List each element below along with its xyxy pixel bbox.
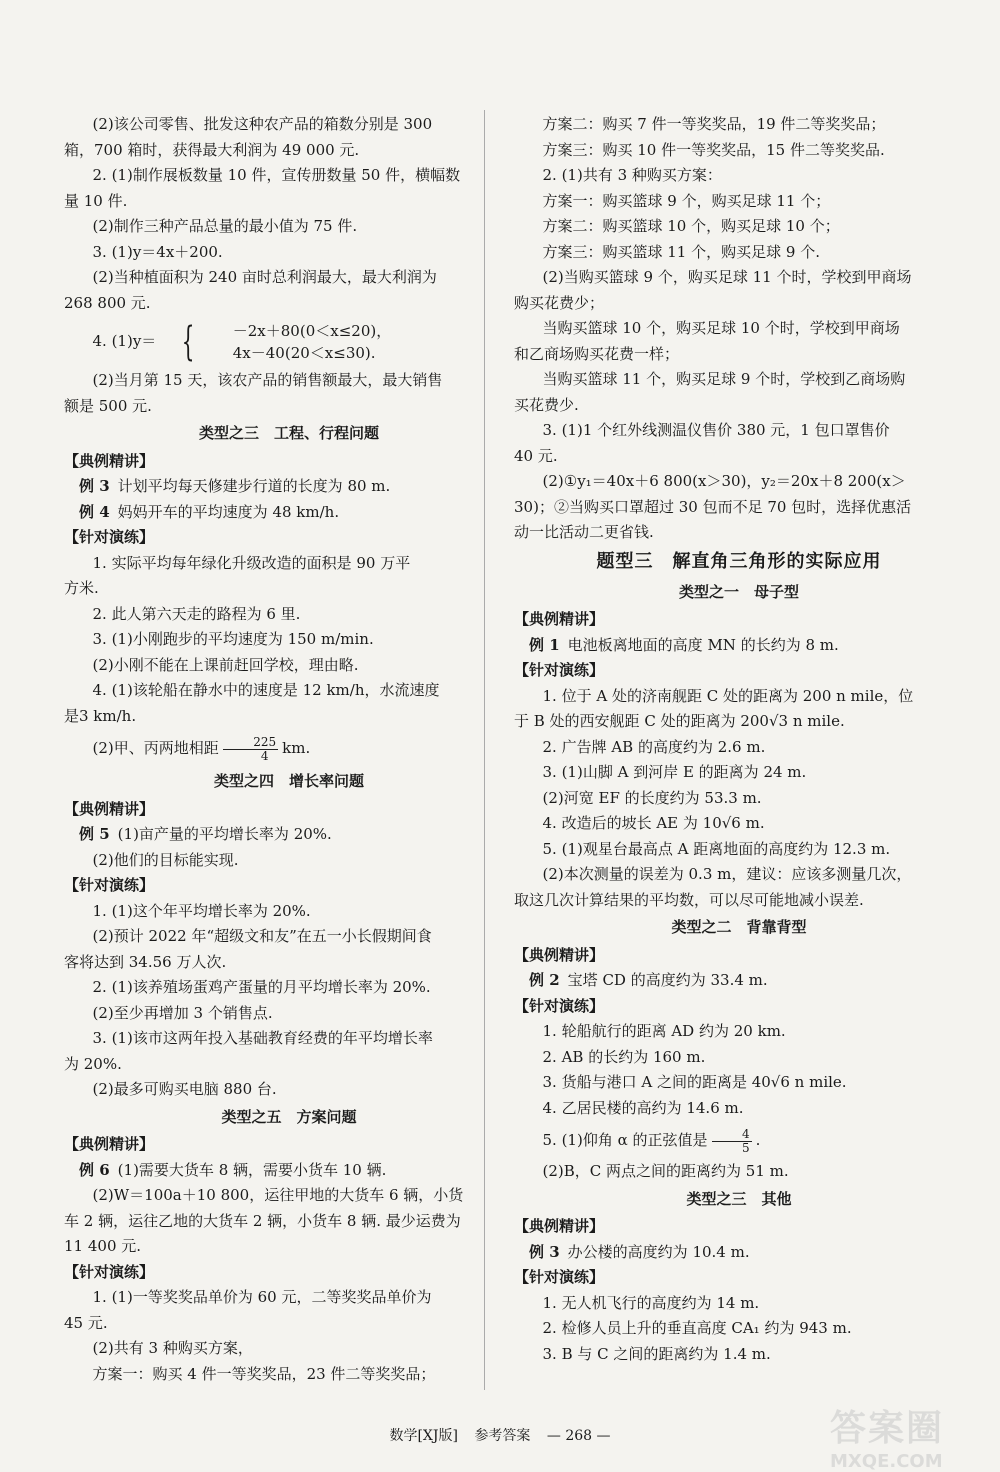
watermark-url: MXQE.COM	[830, 1451, 943, 1472]
case-row: 4x－40(20＜x≤30).	[232, 344, 376, 362]
section-tag: 【典例精讲】	[514, 945, 605, 964]
piecewise-cases	[156, 320, 391, 364]
section-tag: 【针对演练】	[64, 876, 155, 894]
section-heading: 类型之四 增长率问题	[213, 772, 364, 790]
answer-line: (2)河宽 EF 的长度约为 53.3 m.	[542, 788, 762, 807]
example-label: 例 1	[529, 635, 560, 654]
example-label: 例 3	[79, 477, 110, 495]
answer-line: 40 元.	[514, 446, 558, 465]
answer-line: (2)至少再增加 3 个销售点.	[92, 1003, 273, 1022]
watermark	[830, 1400, 990, 1472]
piecewise-function	[64, 320, 514, 364]
answer-line: (2)B，C 两点之间的距离约为 51 m.	[542, 1162, 789, 1180]
section-tag: 【典例精讲】	[64, 451, 155, 470]
answer-line: (2)预计 2022 年“超级文和友”在五一小长假期间食	[92, 927, 432, 945]
section-tag: 【典例精讲】	[514, 1217, 605, 1235]
answer-line: 30)；②当购买口罩超过 30 包而不足 70 包时，选择优惠活	[514, 497, 912, 516]
answer-line: 2. (1)该养殖场蛋鸡产蛋量的月平均增长率为 20%.	[92, 978, 431, 996]
answer-line: 车 2 辆，运往乙地的大货车 2 辆，小货车 8 辆. 最少运费为	[64, 1211, 461, 1230]
answer-line: (2)当种植面积为 240 亩时总利润最大，最大利润为	[92, 268, 437, 286]
answer-line: 方米.	[64, 579, 99, 597]
section-heading: 类型之三 工程、行程问题	[198, 424, 379, 442]
example-line	[64, 474, 514, 500]
answer-line: (2)W＝100a＋10 800，运往甲地的大货车 6 辆，小货	[92, 1186, 464, 1204]
answer-line: 当购买篮球 10 个，购买足球 10 个时，学校到甲商场	[542, 319, 900, 337]
line-prefix: 4. (1)y＝	[92, 332, 157, 350]
fraction-numerator: 4	[712, 1128, 752, 1142]
line-prefix: 5. (1)仰角 α 的正弦值是	[542, 1131, 708, 1149]
answer-line: 2. (1)制作展板数量 10 件，宣传册数量 50 件，横幅数	[92, 166, 461, 184]
left-column	[64, 112, 514, 1387]
answer-line: 取这几次计算结果的平均数，可以尽可能地减小误差.	[514, 890, 864, 909]
fraction-numerator: 225	[223, 736, 278, 750]
answer-line: 3. (1)山脚 A 到河岸 E 的距离为 24 m.	[542, 763, 807, 781]
example-label: 例 4	[79, 502, 110, 521]
fraction	[223, 736, 278, 763]
case-row: －2x＋80(0＜x≤20)，	[232, 322, 392, 340]
answer-line: 45 元.	[64, 1313, 108, 1332]
answer-line: 是3 km/h.	[64, 706, 137, 725]
example-label: 例 2	[529, 971, 560, 989]
answer-line: 方案一：购买 4 件一等奖奖品，23 件二等奖奖品；	[92, 1364, 436, 1383]
answer-line: 方案三：购买 10 件一等奖奖品，15 件二等奖奖品.	[542, 140, 885, 159]
answer-line: 2. 此人第六天走的路程为 6 里.	[92, 604, 301, 623]
answer-line: 1. 位于 A 处的济南舰距 C 处的距离为 200 n mile，位	[542, 686, 914, 705]
answer-line: 方案一：购买篮球 9 个，购买足球 11 个；	[542, 191, 831, 210]
answer-line: 2. 检修人员上升的垂直高度 CA₁ 约为 943 m.	[542, 1319, 852, 1337]
answer-line: 箱，700 箱时，获得最大利润为 49 000 元.	[64, 140, 360, 159]
example-line	[514, 1240, 964, 1266]
footer-subject: 数学[XJ版]	[389, 1428, 458, 1444]
answer-line: 2. AB 的长约为 160 m.	[542, 1047, 706, 1066]
section-heading: 类型之二 背靠背型	[671, 918, 807, 936]
fraction-denominator: 5	[742, 1140, 750, 1155]
example-line	[514, 968, 964, 994]
example-text: 妈妈开车的平均速度为 48 km/h.	[117, 502, 340, 521]
example-text: 计划平均每天修建步行道的长度为 80 m.	[117, 477, 391, 495]
section-tag: 【典例精讲】	[64, 1135, 155, 1153]
section-tag: 【针对演练】	[514, 1268, 605, 1286]
line-prefix: (2)甲、丙两地相距	[92, 739, 219, 757]
answer-line: 动一比活动二更省钱.	[514, 523, 654, 541]
answer-line: 3. (1)小刚跑步的平均速度为 150 m/min.	[92, 630, 374, 648]
section-tag: 【针对演练】	[64, 1262, 155, 1281]
distance-line	[64, 729, 514, 767]
example-line	[64, 822, 514, 848]
example-line	[64, 1158, 514, 1184]
answer-line: (2)该公司零售、批发这种农产品的箱数分别是 300	[92, 115, 433, 133]
answer-line: 11 400 元.	[64, 1237, 142, 1255]
section-heading: 类型之五 方案问题	[221, 1107, 357, 1126]
fraction	[712, 1128, 752, 1155]
answer-line: (2)当月第 15 天，该农产品的销售额最大，最大销售	[92, 371, 443, 389]
answer-line: (2)制作三种产品总量的最小值为 75 件.	[92, 217, 358, 235]
example-label: 例 5	[79, 825, 110, 843]
answer-line: 1. 实际平均每年绿化升级改造的面积是 90 万平	[92, 553, 411, 572]
answer-line: 4. 改造后的坡长 AE 为 10√6 m.	[542, 814, 765, 832]
answer-line: (2)小刚不能在上课前赶回学校，理由略.	[92, 655, 359, 674]
answer-line: (2)①y₁＝40x＋6 800(x＞30)，y₂＝20x＋8 200(x＞	[542, 472, 906, 490]
fraction-denominator: 4	[260, 748, 269, 763]
answer-line: 于 B 处的西安舰距 C 处的距离为 200√3 n mile.	[514, 712, 845, 730]
footer-section: 参考答案	[474, 1428, 531, 1444]
example-text: (1)亩产量的平均增长率为 20%.	[117, 825, 332, 843]
answer-line: 268 800 元.	[64, 293, 151, 312]
answer-line: 1. (1)这个年平均增长率为 20%.	[92, 901, 311, 920]
answer-line: 额是 500 元.	[64, 396, 152, 415]
answer-line: 4. (1)该轮船在静水中的速度是 12 km/h，水流速度	[92, 681, 440, 699]
example-text: 电池板离地面的高度 MN 的长约为 8 m.	[567, 635, 839, 654]
section-tag: 【针对演练】	[514, 996, 605, 1015]
answer-line: 3. (1)该市这两年投入基础教育经费的年平均增长率	[92, 1029, 433, 1047]
section-tag: 【典例精讲】	[64, 799, 155, 818]
answer-line: 客将达到 34.56 万人次.	[64, 952, 227, 971]
answer-line: 3. (1)y＝4x＋200.	[92, 242, 223, 261]
example-label: 例 3	[529, 1242, 560, 1261]
answer-line: 当购买篮球 11 个，购买足球 9 个时，学校到乙商场购	[542, 370, 906, 388]
section-heading: 类型之一 母子型	[678, 582, 799, 601]
answer-line: 1. (1)一等奖奖品单价为 60 元，二等奖奖品单价为	[92, 1288, 432, 1306]
example-text: 办公楼的高度约为 10.4 m.	[567, 1242, 750, 1261]
answer-line: 2. 广告牌 AB 的高度约为 2.6 m.	[542, 737, 766, 756]
answer-line: (2)最多可购买电脑 880 台.	[92, 1080, 277, 1098]
brace-icon: {	[182, 319, 195, 365]
section-tag: 【针对演练】	[514, 661, 605, 679]
answer-line: 方案二：购买篮球 10 个，购买足球 10 个；	[542, 217, 840, 235]
section-tag: 【针对演练】	[64, 528, 155, 546]
example-line	[514, 633, 964, 659]
answer-line: 1. 无人机飞行的高度约为 14 m.	[542, 1293, 760, 1312]
answer-line: 买花费少.	[514, 395, 579, 414]
example-line	[64, 500, 514, 526]
section-heading: 题型三 解直角三角形的实际应用	[596, 550, 882, 572]
answer-line: (2)共有 3 种购买方案，	[92, 1339, 253, 1357]
watermark-logo: 答案圈	[830, 1408, 945, 1449]
section-heading: 类型之三 其他	[686, 1189, 792, 1208]
footer-page-number: — 268 —	[546, 1428, 611, 1444]
example-text: 宝塔 CD 的高度约为 33.4 m.	[567, 971, 768, 989]
answer-line: 方案二：购买 7 件一等奖奖品，19 件二等奖奖品；	[542, 115, 886, 133]
answer-line: 3. (1)1 个红外线测温仪售价 380 元，1 包口罩售价	[542, 421, 890, 439]
answer-line: (2)本次测量的误差为 0.3 m，建议：应该多测量几次，	[542, 865, 912, 883]
section-tag: 【典例精讲】	[514, 610, 605, 628]
line-suffix: km.	[282, 739, 311, 757]
answer-line: (2)当购买篮球 9 个，购买足球 11 个时，学校到甲商场	[542, 268, 912, 286]
answer-line: 购买花费少；	[514, 293, 605, 312]
line-suffix: .	[755, 1131, 761, 1149]
answer-line: (2)他们的目标能实现.	[92, 850, 239, 869]
answer-line: 方案三：购买篮球 11 个，购买足球 9 个.	[542, 242, 820, 261]
answer-line: 2. (1)共有 3 种购买方案：	[542, 166, 722, 184]
example-text: (1)需要大货车 8 辆，需要小货车 10 辆.	[117, 1160, 387, 1179]
answer-line: 4. 乙居民楼的高约为 14.6 m.	[542, 1098, 744, 1117]
answer-line: 和乙商场购买花费一样；	[514, 344, 680, 363]
answer-line: 量 10 件.	[64, 191, 128, 210]
answer-line: 1. 轮船航行的距离 AD 约为 20 km.	[542, 1022, 786, 1040]
answer-line: 为 20%.	[64, 1054, 122, 1073]
answer-line: 3. B 与 C 之间的距离约为 1.4 m.	[542, 1344, 771, 1363]
answer-line: 3. 货船与港口 A 之间的距离是 40√6 n mile.	[542, 1073, 847, 1091]
right-column	[514, 112, 964, 1367]
sine-line	[514, 1121, 964, 1159]
answer-line: 5. (1)观星台最高点 A 距离地面的高度约为 12.3 m.	[542, 839, 891, 858]
example-label: 例 6	[79, 1160, 110, 1179]
